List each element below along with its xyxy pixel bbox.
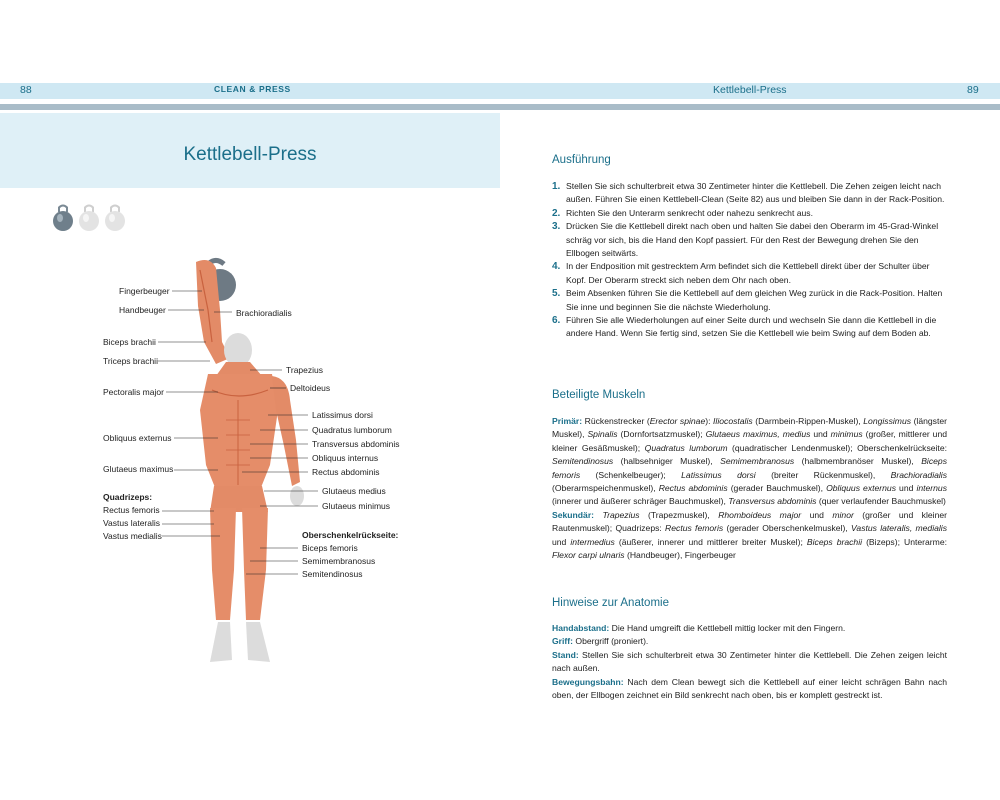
label-latissimus-dorsi: Latissimus dorsi bbox=[312, 410, 373, 420]
label-triceps-brachii: Triceps brachii bbox=[103, 356, 158, 366]
difficulty-kettlebells bbox=[52, 203, 132, 233]
running-head-left: CLEAN & PRESS bbox=[214, 84, 291, 94]
heading-hinweise-anatomie: Hinweise zur Anatomie bbox=[552, 597, 669, 609]
label-brachioradialis: Brachioradialis bbox=[236, 308, 292, 318]
step-item: 1. Stellen Sie sich schulterbreit etwa 30 Zentimeter hinter die Kettlebell. Die Zehen zeigen leicht nach außen. Führen Sie einen Kettlebell-Clean (Seite 82) aus und bleiben Sie dann in der Rack-Position. bbox=[552, 181, 945, 205]
running-head-right: Kettlebell-Press bbox=[713, 84, 787, 96]
muscles-paragraph: Primär: Rückenstrecker (Erector spinae): Iliocostalis (Darmbein-Rippen-Muskel), Longissimus (längster Muskel), Spinalis (Dornfortsatzmuskel); Glutaeus maximus, medius und minimus (großer, mittlerer und kleiner Gesäßmuskel); Quadratus lumborum (quadratischer Lendenmuskel); Oberschenkelrückseite: Semitendinosus (halbsehniger Muskel), Semimembranosus (halbmembranöser Muskel), Biceps femoris (Schenkelbeuger); Latissimus dorsi (breiter Rückenmuskel), Brachioradialis (Oberarmspeichenmuskel), Rectus abdominis (gerader Bauchmuskel), Obliquus externus und internus (innerer und äußerer schräger Bauchmuskel), Transversus abdominis (quer verlaufender Bauchmuskel) Sekundär: Trapezius (Trapezmuskel), Rhomboideus major und minor (großer und kleiner Rautenmuskel); Quadrizeps: Rectus femoris (gerader Oberschenkelmuskel), Vastus lateralis, medialis und intermedius (äußerer, innerer und mittlerer breiter Muskel); Biceps brachii (Bizeps); Unterarme: Flexor carpi ulnaris (Handbeuger), Fingerbeuger bbox=[552, 416, 948, 561]
kettlebell-icon-active bbox=[53, 205, 73, 232]
label-primaer: Primär: bbox=[552, 416, 583, 426]
label-rectus-abdominis: Rectus abdominis bbox=[312, 467, 380, 477]
heading-ausfuehrung: Ausführung bbox=[552, 154, 611, 166]
label-vastus-medialis: Vastus medialis bbox=[103, 531, 162, 541]
label-transversus-abdominis: Transversus abdominis bbox=[312, 439, 400, 449]
label-glutaeus-maximus: Glutaeus maximus bbox=[103, 464, 174, 474]
label-trapezius: Trapezius bbox=[286, 365, 324, 375]
step-item: 5. Beim Absenken führen Sie die Kettlebell auf dem gleichen Weg zurück in die Rack-Position. Halten Sie inne und beginnen Sie die nächste Wiederholung. bbox=[552, 288, 943, 312]
anatomy-notes: Handabstand: Die Hand umgreift die Kettlebell mittig locker mit den Fingern. Griff: Obergriff (proniert). Stand: Stellen Sie sich schulterbreit etwa 30 Zentimeter hinter die Kettlebell. Die Zehen zeigen leicht nach außen. Bewegungsbahn: Nach dem Clean bewegt sich die Kettlebell auf einer leicht schrägen Bahn nach oben, der Ellbogen zeichnet ein Bild senkrecht nach oben, bis er komplett gestreckt ist. bbox=[552, 623, 947, 701]
label-vastus-lateralis: Vastus lateralis bbox=[103, 518, 161, 528]
label-pectoralis-major: Pectoralis major bbox=[103, 387, 164, 397]
label-deltoideus: Deltoideus bbox=[290, 383, 331, 393]
label-semimembranosus: Semimembranosus bbox=[302, 556, 376, 566]
label-oberschenkelrueckseite: Oberschenkelrückseite: bbox=[302, 530, 399, 540]
label-semitendinosus: Semitendinosus bbox=[302, 569, 363, 579]
header-rule bbox=[0, 104, 1000, 110]
label-sekundaer: Sekundär: bbox=[552, 509, 595, 520]
page-number-right: 89 bbox=[967, 84, 979, 96]
label-quadratus-lumborum: Quadratus lumborum bbox=[312, 425, 392, 435]
steps-list bbox=[552, 180, 947, 341]
label-glutaeus-minimus: Glutaeus minimus bbox=[322, 501, 391, 511]
step-item: 4. In der Endposition mit gestrecktem Arm befindet sich die Kettlebell direkt über der Schulter über Kopf. Der Oberarm streckt sich neben dem Ohr nach oben. bbox=[552, 261, 930, 285]
label-quadrizeps: Quadrizeps: bbox=[103, 492, 153, 502]
label-rectus-femoris: Rectus femoris bbox=[103, 505, 160, 515]
label-fingerbeuger: Fingerbeuger bbox=[119, 286, 170, 296]
heading-beteiligte-muskeln: Beteiligte Muskeln bbox=[552, 389, 646, 401]
kettlebell-icon-inactive bbox=[79, 205, 99, 232]
header-band bbox=[0, 83, 1000, 99]
step-item: 2. Richten Sie den Unterarm senkrecht oder nahezu senkrecht aus. bbox=[552, 207, 813, 219]
page-number-left: 88 bbox=[20, 84, 32, 96]
label-biceps-brachii: Biceps brachii bbox=[103, 337, 156, 347]
label-biceps-femoris: Biceps femoris bbox=[302, 543, 358, 553]
step-item: 3. Drücken Sie die Kettlebell direkt nach oben und halten Sie dabei den Oberarm im 45-Grad-Winkel schräg vor sich, bis die Hand den Kopf passiert. Für den Rest der Bewegung drehen Sie den Ellbogen seitwärts. bbox=[552, 221, 939, 259]
page-title: Kettlebell-Press bbox=[183, 144, 317, 165]
step-item: 6. Führen Sie alle Wiederholungen auf einer Seite durch und wechseln Sie dann die Kettlebell in die andere Hand. Wenn Sie fertig sind, setzen Sie die Kettlebell wie beim Swing auf dem Boden ab. bbox=[552, 315, 937, 339]
label-handbeuger: Handbeuger bbox=[119, 305, 166, 315]
label-obliquus-internus: Obliquus internus bbox=[312, 453, 379, 463]
label-glutaeus-medius: Glutaeus medius bbox=[322, 486, 386, 496]
label-obliquus-externus: Obliquus externus bbox=[103, 433, 172, 443]
kettlebell-icon-inactive bbox=[105, 205, 125, 232]
